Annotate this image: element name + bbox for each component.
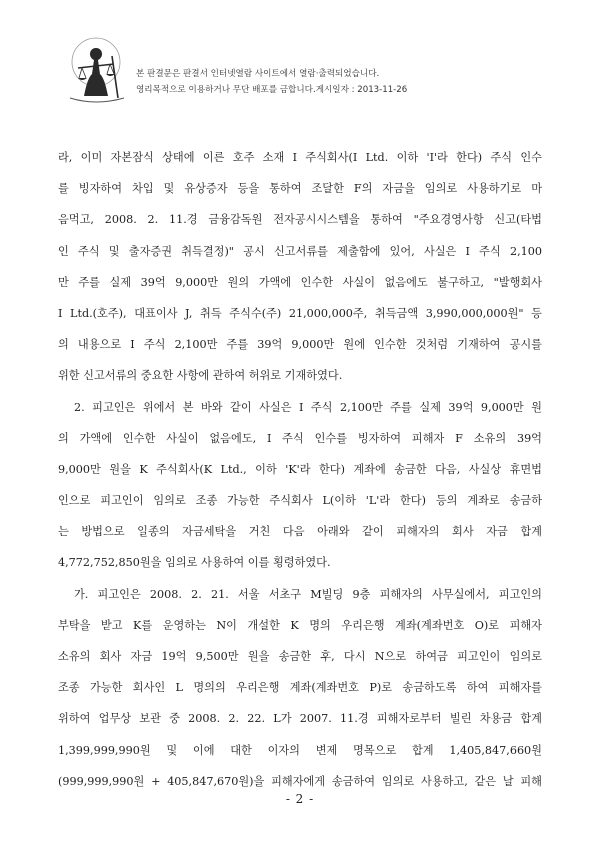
body-line: 는 방법으로 일종의 자금세탁을 거친 다음 아래와 같이 피해자의 회사 자금 합계 <box>58 525 542 539</box>
body-line: 소유의 회사 자금 19억 9,500만 원을 송금한 후, 다시 N으로 하여금 피고인이 임의로 <box>58 650 542 663</box>
court-seal-logo <box>66 34 130 106</box>
body-line: 인으로 피고인이 임의로 조종 가능한 주식회사 L(이하 'L'라 한다) 등의 계좌로 송금하 <box>58 494 542 508</box>
body-line: 가. 피고인은 2008. 2. 21. 서울 서초구 M빌딩 9층 피해자의 사무실에서, 피고인의 <box>74 587 542 601</box>
notice-line-1: 본 판결문은 판결서 인터넷열람 사이트에서 열람·출력되었습니다. <box>136 69 380 79</box>
body-line: I Ltd.(호주), 대표이사 J, 취득 주식수(주) 21,000,000주, 취득금액 3,990,000,000원" 등 <box>58 306 542 320</box>
body-line: 음먹고, 2008. 2. 11.경 금융감독원 전자공시시스템을 통하여 "주요경영사항 신고(타법 <box>58 213 542 227</box>
body-line: 인 주식 및 출자증권 취득결정)" 공시 신고서류를 제출함에 있어, 사실은 I 주식 2,100 <box>58 244 542 258</box>
notice-text <box>136 66 407 98</box>
document-header <box>66 34 536 106</box>
body-line: 조종 가능한 회사인 L 명의의 우리은행 계좌(계좌번호 P)로 송금하도록 하여 피해자를 <box>58 681 542 695</box>
body-line: 위한 신고서류의 중요한 사항에 관하여 허위로 기재하였다. <box>58 369 343 383</box>
body-line: 위하여 업무상 보관 중 2008. 2. 22. L가 2007. 11.경 피해자로부터 빌린 차용금 합계 <box>58 712 542 726</box>
page-number: - 2 - <box>285 792 315 806</box>
body-line: 1,399,999,990원 및 이에 대한 이자의 변제 명목으로 합계 1,405,847,660원 <box>58 743 542 757</box>
body-line: 만 주를 실제 39억 9,000만 원의 가액에 인수한 사실이 없음에도 불구하고, "발행회사 <box>58 275 542 289</box>
body-line: 를 빙자하여 차입 및 유상증자 등을 통하여 조달한 F의 자금을 임의로 사용하기로 마 <box>58 182 542 196</box>
body-line: 라, 이미 자본잠식 상태에 이른 호주 소재 I 주식회사(I Ltd. 이하 'I'라 한다) 주식 인수 <box>58 151 542 164</box>
judgment-body <box>58 142 542 797</box>
body-line: 의 내용으로 I 주식 2,100만 주를 39억 9,000만 원에 인수한 것처럼 기재하여 공시를 <box>58 338 542 352</box>
body-line: 2. 피고인은 위에서 본 바와 같이 사실은 I 주식 2,100만 주를 실제 39억 9,000만 원 <box>74 400 542 414</box>
body-line: 부탁을 받고 K를 운영하는 N이 개설한 K 명의 우리은행 계좌(계좌번호 O)로 피해자 <box>58 618 542 632</box>
body-line: 9,000만 원을 K 주식회사(K Ltd., 이하 'K'라 한다) 계좌에 송금한 다음, 사실상 휴면법 <box>58 462 542 476</box>
notice-line-2: 영리목적으로 이용하거나 무단 배포를 금합니다.게시일자 : 2013-11-26 <box>136 85 408 95</box>
body-line: 4,772,752,850원을 임의로 사용하여 이를 횡령하였다. <box>58 556 331 570</box>
body-line: 의 가액에 인수한 사실이 없음에도, I 주식 인수를 빙자하여 피해자 F 소유의 39억 <box>58 431 542 445</box>
body-line: (999,999,990원 + 405,847,670원)을 피해자에게 송금하여 임의로 사용하고, 같은 날 피해 <box>58 774 542 788</box>
